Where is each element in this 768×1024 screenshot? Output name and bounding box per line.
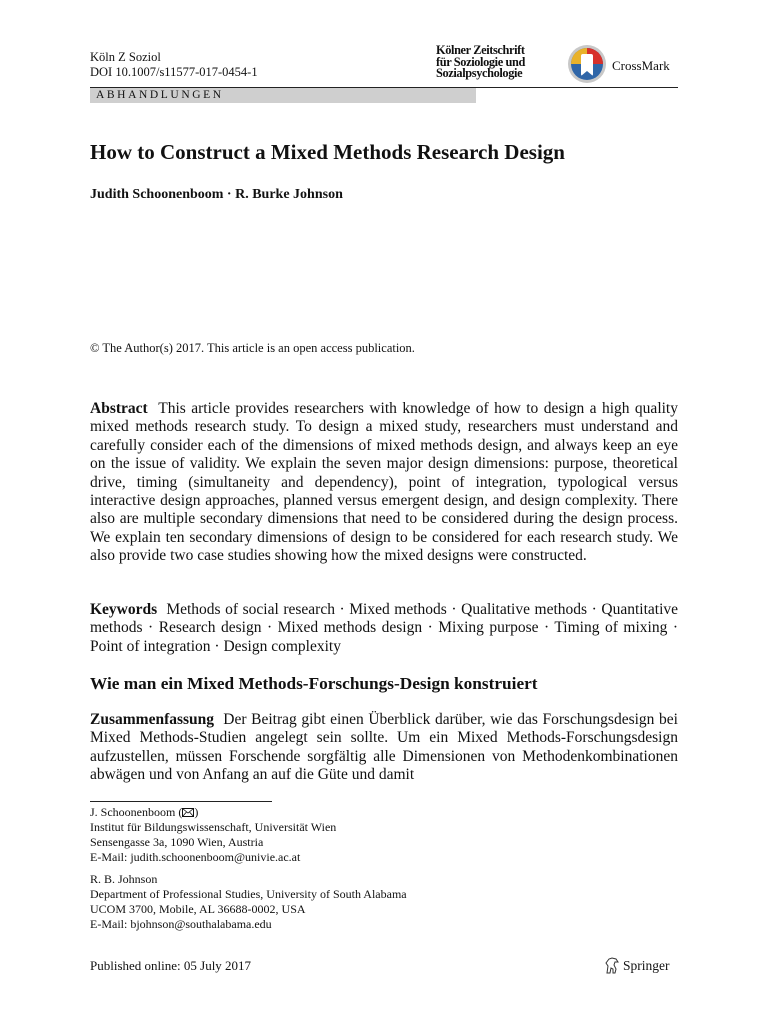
journal-logo-line: Sozialpsychologie xyxy=(436,65,523,80)
footnote-rule xyxy=(90,801,272,802)
keywords-label: Keywords xyxy=(90,601,158,618)
affiliation-2 xyxy=(90,872,407,932)
affiliation-institute: Institut für Bildungswissenschaft, Universität Wien xyxy=(90,820,337,834)
article-authors: Judith Schoonenboom · R. Burke Johnson xyxy=(90,187,343,202)
affiliation-name: J. Schoonenboom ( ) xyxy=(90,805,199,819)
zusammenfassung-paragraph xyxy=(90,711,678,785)
german-title: Wie man ein Mixed Methods-Forschungs-Design konstruiert xyxy=(90,674,538,693)
affiliation-email[interactable]: E-Mail: bjohnson@southalabama.edu xyxy=(90,917,272,931)
keywords-paragraph xyxy=(90,601,678,656)
section-label: ABHANDLUNGEN xyxy=(96,89,224,101)
published-date: Published online: 05 July 2017 xyxy=(90,958,252,973)
zusammenfassung-label: Zusammenfassung xyxy=(90,711,215,728)
springer-horse-icon xyxy=(604,957,620,974)
mail-icon[interactable] xyxy=(182,808,194,817)
crossmark-label[interactable]: CrossMark xyxy=(612,58,670,73)
journal-reference xyxy=(90,50,258,80)
journal-logo-line: Kölner Zeitschrift xyxy=(436,42,525,57)
keywords-text: Methods of social research · Mixed methods · Qualitative methods · Quantitative methods · Research design · Mixed methods design · Mixing purpose · Timing of mixing · Point of integration · Design complexity xyxy=(90,601,678,655)
abstract-text: This article provides researchers with knowledge of how to design a high quality mixed methods research study. To design a mixed study, researchers must understand and carefully consider each of the dimensions of mixed methods design, and always keep an eye on the issue of validity. We explain the seven major design dimensions: purpose, theoretical drive, timing (simultaneity and dependency), point of integration, typological versus interactive design approaches, planned versus emergent design, and design complexity. There also are multiple secondary dimensions that need to be considered during the design process. We explain ten secondary dimensions of design to be considered for each research study. We also provide two case studies showing how the mixed designs were constructed. xyxy=(90,400,678,565)
crossmark-icon[interactable] xyxy=(566,44,608,84)
affiliation-1 xyxy=(90,805,336,865)
affiliation-name: R. B. Johnson xyxy=(90,872,158,886)
zusammenfassung-text: Der Beitrag gibt einen Überblick darüber, wie das Forschungsdesign bei Mixed Methods-Studien angelegt sein sollte. Um ein Mixed Methods-Forschungsdesign aufzustellen, müssen Forschende sorgfältig alle Dimensionen von Methodenkombinationen abwägen und von Anfang an auf die Güte und damit xyxy=(90,711,678,784)
abstract-paragraph xyxy=(90,400,678,566)
affiliation-address: Sensengasse 3a, 1090 Wien, Austria xyxy=(90,835,264,849)
publisher-logo xyxy=(604,957,670,974)
affiliation-address: UCOM 3700, Mobile, AL 36688-0002, USA xyxy=(90,902,306,916)
journal-logo-line: für Soziologie und xyxy=(436,53,526,69)
publisher-name: Springer xyxy=(623,957,670,973)
journal-short-name: Köln Z Soziol xyxy=(90,50,161,64)
affiliation-email[interactable]: E-Mail: judith.schoonenboom@univie.ac.at xyxy=(90,850,301,864)
copyright-notice: © The Author(s) 2017. This article is an open access publication. xyxy=(90,341,415,355)
article-title: How to Construct a Mixed Methods Research Design xyxy=(90,140,565,164)
abstract-label: Abstract xyxy=(90,400,148,417)
journal-logo xyxy=(436,44,554,79)
affiliation-institute: Department of Professional Studies, University of South Alabama xyxy=(90,887,407,901)
doi-link[interactable]: DOI 10.1007/s11577-017-0454-1 xyxy=(90,65,258,79)
